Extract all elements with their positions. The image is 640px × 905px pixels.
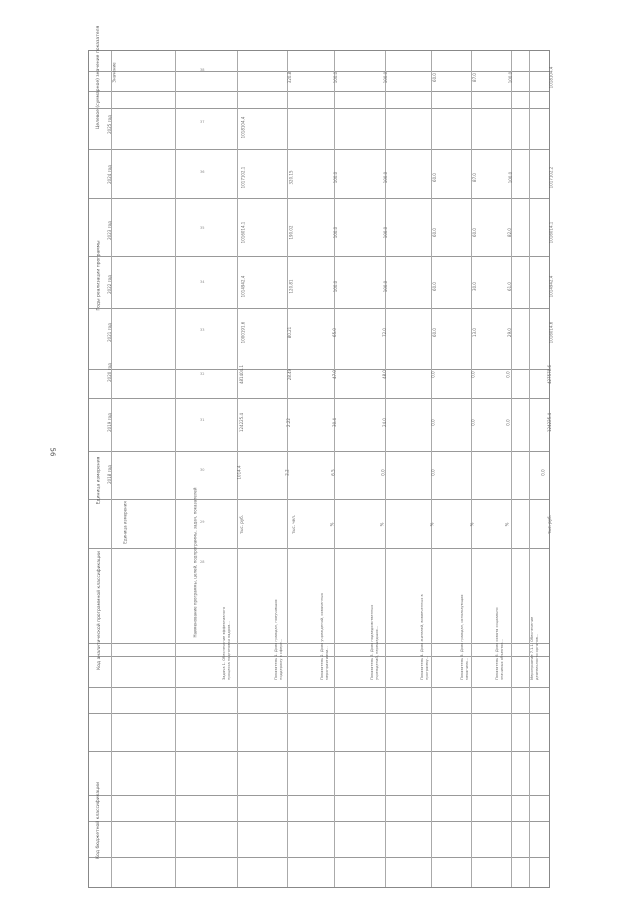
table-cell-total: 100.0 — [383, 71, 389, 84]
col-number: 34 — [200, 280, 205, 284]
table-cell-v2021: 60.0 — [431, 328, 437, 337]
table-cell-v2023: 1016014.1 — [240, 221, 246, 244]
header-divider — [89, 713, 549, 714]
table-cell-v2023: 60.0 — [471, 228, 477, 237]
table-cell-v2020: 0.0 — [505, 371, 511, 378]
table-cell-v2022: 100.0 — [333, 280, 339, 293]
header-2023: 2023 год — [106, 221, 112, 240]
header-divider — [89, 499, 549, 500]
table-cell-total: 100.0 — [508, 71, 514, 84]
table-cell-name: Показатель 4. Доля жителей, вовлеченных в программу... — [420, 594, 429, 680]
table-cell-unit: % — [329, 522, 335, 527]
table-cell-total: 320.8 — [287, 71, 293, 84]
header-divider — [89, 751, 549, 752]
table-cell-v2023: 100.0 — [333, 226, 339, 239]
table-cell-v2021: 13.0 — [471, 328, 477, 337]
header-divider — [89, 149, 549, 150]
header-unit-col: Единица измерения — [122, 501, 128, 544]
header-unit: Единица измерения — [96, 456, 102, 504]
header-divider — [89, 398, 549, 399]
table-cell-v2019: 24.0 — [381, 418, 387, 427]
header-name-col: Наименование программы, целей, подпрограммы, задач, показателей — [192, 487, 198, 638]
table-cell-v2022: 60.0 — [431, 282, 437, 291]
header-divider — [89, 71, 549, 72]
col-number: 32 — [200, 372, 205, 376]
table-cell-v2021: 72.0 — [381, 328, 387, 337]
table-cell-v2023: 190.02 — [288, 225, 294, 240]
header-divider — [89, 308, 549, 309]
table-cell-v2020: 48.0 — [381, 370, 387, 379]
table-cell-name: Мероприятие 7.1.1. Обеспечение деятельности органов... — [530, 616, 539, 680]
table-cell-v2024: 1017102.2 — [548, 166, 554, 189]
header-divider — [89, 656, 549, 657]
table-cell-v2018: 0.0 — [430, 469, 436, 476]
col-number: 29 — [200, 520, 205, 524]
table-cell-name: Показатель 6. Доля охвата социально значимых объектов... — [495, 607, 504, 680]
header-divider — [89, 795, 549, 796]
table-cell-v2024: 87.0 — [471, 173, 477, 182]
table-cell-v2019: 124225.4 — [239, 412, 245, 433]
table-cell-name: Показатель 2. Доля учреждений, охваченных мероприятиями... — [320, 592, 329, 680]
header-2025: 2025 год — [106, 115, 112, 134]
table-cell-v2025: 1018104.4 — [240, 116, 246, 139]
table-cell-v2024: 1017102.1 — [240, 166, 246, 189]
table-cell-v2021: 1016014.6 — [548, 321, 554, 344]
table-cell-unit: % — [469, 522, 475, 527]
table-cell-v2019: 0.0 — [430, 419, 436, 426]
header-values-group: Годы реализации программы — [96, 239, 102, 311]
col-number: 36 — [200, 170, 205, 174]
table-cell-v2021: 1000191.6 — [240, 321, 246, 344]
header-divider — [89, 821, 549, 822]
row-divider — [175, 51, 176, 887]
table-cell-v2023: 100.0 — [383, 226, 389, 239]
table-cell-v2023: 60.0 — [431, 228, 437, 237]
table-cell-v2019: 0.0 — [470, 419, 476, 426]
table-cell-unit: % — [379, 522, 385, 527]
header-divider — [89, 369, 549, 370]
page-number: 56 — [48, 447, 57, 457]
table-cell-total: 60.0 — [431, 73, 437, 82]
col-number: 28 — [200, 560, 205, 564]
table-cell-v2021: 29.0 — [506, 328, 512, 337]
table-cell-v2024: 100.0 — [383, 171, 389, 184]
table-cell-unit: тыс. руб. — [238, 515, 244, 534]
table-cell-v2024: 60.0 — [431, 173, 437, 182]
table-cell-v2022: 61.0 — [506, 282, 512, 291]
header-2018: 2018 год — [106, 465, 112, 484]
table-cell-name: Показатель 1. Доля граждан, получивших поддержку в сфере... — [274, 599, 283, 680]
table-cell-v2019: 30.4 — [331, 418, 337, 427]
table-cell-v2020: 28.49 — [287, 368, 293, 381]
col-number: 38 — [200, 68, 205, 72]
row-divider — [529, 51, 530, 887]
table-cell-v2020: 481404.1 — [239, 364, 245, 385]
table-cell-v2024: 100.0 — [333, 171, 339, 184]
header-divider — [89, 91, 549, 92]
table-cell-unit: тыс. чел. — [290, 515, 296, 534]
col-number: 30 — [200, 468, 205, 472]
table-cell-v2021: 65.0 — [331, 328, 337, 337]
table-cell-v2020: 0.0 — [430, 371, 436, 378]
table-cell-unit: % — [429, 522, 435, 527]
table-cell-v2022: 30.0 — [471, 282, 477, 291]
header-divider — [89, 687, 549, 688]
table-cell-v2022: 100.0 — [383, 280, 389, 293]
table-cell-v2024: 100.0 — [508, 171, 514, 184]
header-divider — [89, 451, 549, 452]
table-cell-v2018: 2.2 — [284, 469, 290, 476]
header-2024: 2024 год — [106, 165, 112, 184]
table-cell-v2024: 320.15 — [288, 170, 294, 185]
col-number: 31 — [200, 418, 205, 422]
table-cell-v2022: 120.81 — [288, 279, 294, 294]
table-cell-v2022: 1014942.4 — [548, 275, 554, 298]
col-number: 35 — [200, 226, 205, 230]
header-divider — [89, 548, 549, 549]
table-cell-v2021: 80.21 — [287, 326, 293, 339]
table-cell-v2022: 1014942.4 — [240, 275, 246, 298]
table-cell-v2019: 2.22 — [285, 418, 291, 427]
table-cell-v2020: 47.0 — [331, 370, 337, 379]
table-cell-v2019: 124225.4 — [547, 412, 553, 433]
header-2019: 2019 год — [106, 413, 112, 432]
header-divider — [89, 108, 549, 109]
table-cell-v2019: 0.0 — [505, 419, 511, 426]
header-total: Значение — [111, 62, 117, 83]
col-number: 33 — [200, 328, 205, 332]
table-cell-v2020: 427578.6 — [547, 364, 553, 385]
header-2022: 2022 год — [106, 275, 112, 294]
header-2020: 2020 год — [106, 363, 112, 382]
table-cell-v2018: 1014.4 — [236, 465, 242, 480]
table-cell-v2018: 0.0 — [380, 469, 386, 476]
table-cell-v2023: 82.0 — [506, 228, 512, 237]
table-cell-name: Задача 1. Обеспечение эффективного процесса подготовки кадров... — [222, 606, 231, 680]
table-cell-v2020: 0.0 — [470, 371, 476, 378]
table-cell-unit: тыс. руб. — [546, 515, 552, 534]
header-subgroup: Код аналитической программной классификации — [96, 550, 102, 670]
table-cell-v2023: 1016014.1 — [548, 221, 554, 244]
col-number: 37 — [200, 120, 205, 124]
header-final-group: Целевое (суммарное) значение показателя — [96, 25, 102, 129]
header-divider — [89, 857, 549, 858]
table-cell-total: 100.0 — [333, 71, 339, 84]
header-divider — [89, 198, 549, 199]
table-cell-v2018: 6.5 — [330, 469, 336, 476]
table-cell-total: 1018104.4 — [548, 66, 554, 89]
table-cell-v2018: 0.0 — [540, 469, 546, 476]
table-cell-total: 87.0 — [471, 73, 477, 82]
header-divider — [89, 643, 549, 644]
table-cell-unit: % — [504, 522, 510, 527]
header-divider — [89, 256, 549, 257]
table-cell-name: Показатель 3. Доля подведомственных учреждений, перешедших... — [370, 604, 379, 680]
header-2021: 2021 год — [106, 323, 112, 342]
header-budget-group: Код бюджетной классификации — [96, 781, 102, 859]
table-cell-name: Показатель 5. Доля граждан, использующих механизм... — [460, 594, 469, 680]
